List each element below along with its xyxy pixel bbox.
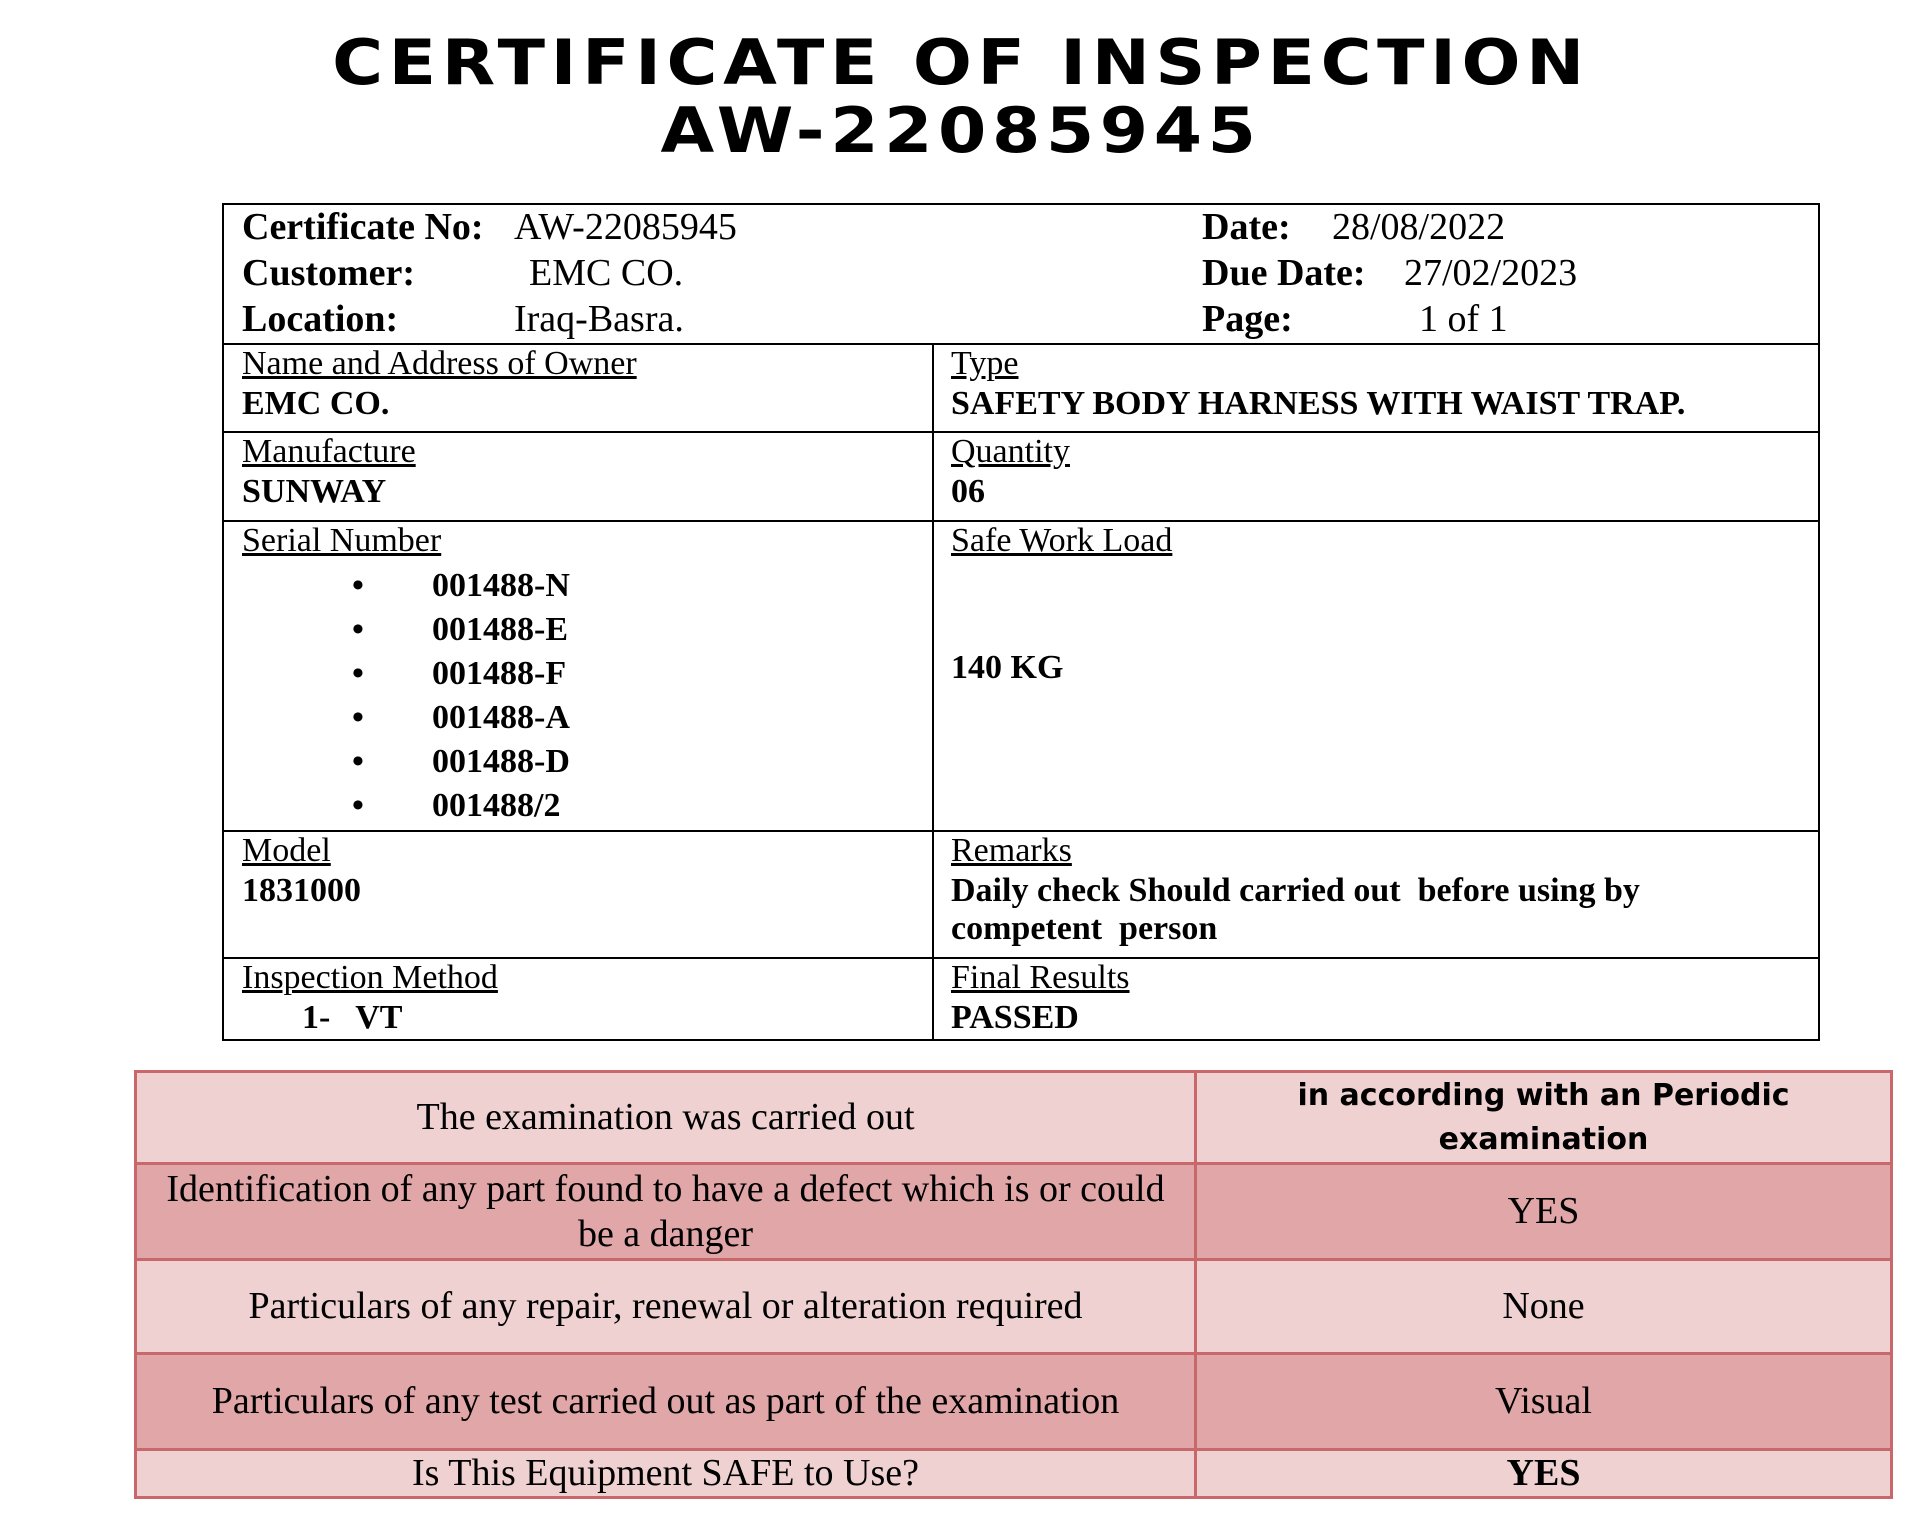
- serial-item: • 001488-A: [372, 696, 570, 740]
- manufacture-label: Manufacture: [242, 433, 416, 470]
- table-row: [136, 1450, 1892, 1498]
- type-cell: [951, 345, 1685, 423]
- remarks-cell: [951, 832, 1640, 948]
- due-date-value: 27/02/2023: [1404, 252, 1578, 294]
- page-value: 1 of 1: [1419, 298, 1508, 340]
- exam-answer: Visual: [1196, 1354, 1892, 1450]
- document-subtitle-number: AW-22085945: [660, 94, 1262, 167]
- method-value: 1- VT: [302, 999, 403, 1036]
- certificate-no-row: [242, 205, 484, 249]
- owner-cell: [242, 345, 637, 423]
- swl-label: Safe Work Load: [951, 522, 1173, 559]
- customer-row: [242, 251, 415, 295]
- manufacture-cell: [242, 433, 416, 511]
- certificate-table: [222, 203, 1820, 1041]
- table-row: [136, 1072, 1892, 1164]
- table-row: [136, 1164, 1892, 1260]
- serial-item: • 001488-F: [372, 652, 570, 696]
- location-row: [242, 297, 398, 341]
- manufacture-value: SUNWAY: [242, 473, 387, 510]
- serial-cell: [242, 522, 922, 828]
- method-cell: [242, 959, 498, 1037]
- method-label: Inspection Method: [242, 959, 498, 996]
- due-date-label: Due Date:: [1202, 252, 1366, 294]
- remarks-value-line1: Daily check Should carried out before using by: [951, 872, 1640, 909]
- exam-question: Identification of any part found to have a defect which is or could be a danger: [136, 1164, 1196, 1260]
- serial-item: • 001488/2: [372, 784, 570, 828]
- model-label: Model: [242, 832, 331, 869]
- divider: [932, 343, 934, 1039]
- swl-cell: [951, 522, 1172, 560]
- results-label: Final Results: [951, 959, 1130, 996]
- location-value: Iraq-Basra.: [514, 298, 684, 340]
- table-row: [136, 1354, 1892, 1450]
- quantity-label: Quantity: [951, 433, 1070, 470]
- exam-answer: YES: [1196, 1450, 1892, 1498]
- results-cell: [951, 959, 1130, 1037]
- document-title: CERTIFICATE OF INSPECTION: [332, 26, 1590, 99]
- remarks-value-line2: competent person: [951, 910, 1218, 947]
- serial-list: [372, 564, 570, 828]
- certificate-no-label: Certificate No:: [242, 206, 484, 248]
- due-date-row: [1202, 251, 1366, 295]
- exam-answer: None: [1196, 1260, 1892, 1354]
- owner-label: Name and Address of Owner: [242, 345, 637, 382]
- serial-label: Serial Number: [242, 522, 442, 559]
- exam-question: Is This Equipment SAFE to Use?: [136, 1450, 1196, 1498]
- location-label: Location:: [242, 298, 399, 340]
- exam-answer: in according with an Periodic examination: [1196, 1072, 1892, 1164]
- remarks-label: Remarks: [951, 832, 1072, 869]
- exam-question: The examination was carried out: [136, 1072, 1196, 1164]
- swl-value-text: 140 KG: [951, 649, 1064, 686]
- serial-item: • 001488-D: [372, 740, 570, 784]
- quantity-value: 06: [951, 473, 985, 510]
- type-label: Type: [951, 345, 1019, 382]
- model-value: 1831000: [242, 872, 361, 909]
- swl-value: [951, 649, 1063, 687]
- serial-item: • 001488-E: [372, 608, 570, 652]
- page-row: [1202, 297, 1293, 341]
- exam-question: Particulars of any test carried out as part of the examination: [136, 1354, 1196, 1450]
- owner-value: EMC CO.: [242, 385, 390, 422]
- examination-table: [134, 1070, 1893, 1499]
- table-row: [136, 1260, 1892, 1354]
- results-value: PASSED: [951, 999, 1079, 1036]
- exam-question: Particulars of any repair, renewal or alteration required: [136, 1260, 1196, 1354]
- date-value: 28/08/2022: [1332, 206, 1506, 248]
- model-cell: [242, 832, 361, 910]
- date-row: [1202, 205, 1291, 249]
- exam-answer: YES: [1196, 1164, 1892, 1260]
- type-value: SAFETY BODY HARNESS WITH WAIST TRAP.: [951, 385, 1686, 422]
- quantity-cell: [951, 433, 1070, 511]
- certificate-no-value: AW-22085945: [514, 206, 737, 248]
- serial-item: • 001488-N: [372, 564, 570, 608]
- customer-value: EMC CO.: [529, 252, 684, 294]
- page-label: Page:: [1202, 298, 1293, 340]
- date-label: Date:: [1202, 206, 1291, 248]
- customer-label: Customer:: [242, 252, 416, 294]
